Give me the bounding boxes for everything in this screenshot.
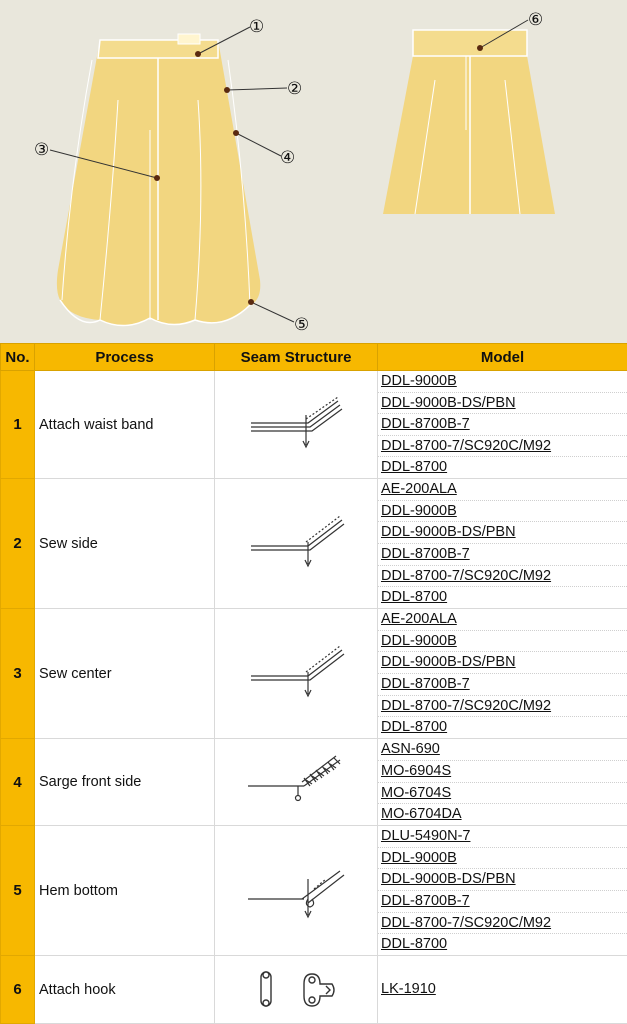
model-link[interactable]: MO-6704S: [378, 783, 627, 805]
model-link[interactable]: DDL-8700: [381, 936, 448, 953]
model-list: [378, 739, 627, 826]
process-name: Hem bottom: [35, 826, 215, 956]
model-link[interactable]: DDL-8700B-7: [378, 674, 627, 696]
model-link[interactable]: DDL-8700-7/SC920C/M92: [378, 436, 627, 458]
callout-3: ③: [34, 140, 50, 159]
model-link[interactable]: DDL-9000B-DS/PBN: [378, 522, 627, 544]
seam-structure-cell: [215, 371, 378, 479]
model-link[interactable]: DDL-8700B-7: [378, 544, 627, 566]
process-table: [0, 343, 627, 1024]
model-link[interactable]: DDL-9000B-DS/PBN: [378, 393, 627, 415]
seam-structure-cell: [215, 739, 378, 826]
table-row: [1, 479, 627, 609]
model-link[interactable]: DDL-9000B: [378, 848, 627, 870]
header-model: Model: [378, 344, 627, 371]
model-list: [378, 956, 627, 1024]
callout-2: ②: [287, 79, 303, 98]
skirt-illustration: [0, 0, 627, 343]
model-link[interactable]: DDL-8700-7/SC920C/M92: [378, 913, 627, 935]
model-link[interactable]: DDL-8700B-7: [378, 891, 627, 913]
skirt-back-image: [383, 30, 555, 214]
process-name: Attach waist band: [35, 371, 215, 479]
model-link[interactable]: LK-1910: [381, 981, 436, 998]
process-name: Sew center: [35, 609, 215, 739]
model-link[interactable]: DDL-8700B-7: [378, 414, 627, 436]
row-number: 2: [1, 479, 35, 609]
row-number: 3: [1, 609, 35, 739]
callout-4: ④: [280, 148, 296, 167]
model-list: [378, 479, 627, 609]
model-link[interactable]: DDL-8700-7/SC920C/M92: [378, 566, 627, 588]
callout-1: ①: [249, 17, 265, 36]
model-link[interactable]: DLU-5490N-7: [378, 826, 627, 848]
model-link[interactable]: ASN-690: [378, 739, 627, 761]
model-link[interactable]: MO-6704DA: [381, 806, 462, 823]
model-list: [378, 609, 627, 739]
header-process: Process: [35, 344, 215, 371]
model-link[interactable]: DDL-9000B: [378, 631, 627, 653]
process-name: Attach hook: [35, 956, 215, 1024]
waist-band-seam-icon: [246, 441, 346, 457]
model-link[interactable]: DDL-9000B-DS/PBN: [378, 652, 627, 674]
hem-seam-icon: [246, 907, 346, 923]
row-number: 4: [1, 739, 35, 826]
center-seam-icon: [246, 690, 346, 706]
row-number: 1: [1, 371, 35, 479]
side-seam-icon: [246, 560, 346, 576]
model-link[interactable]: MO-6904S: [378, 761, 627, 783]
header-seam-structure: Seam Structure: [215, 344, 378, 371]
model-link[interactable]: DDL-8700: [381, 589, 448, 606]
row-number: 5: [1, 826, 35, 956]
table-body: [1, 371, 627, 1024]
serge-seam-icon: [246, 798, 346, 814]
table-row: [1, 739, 627, 826]
table-row: [1, 371, 627, 479]
model-list: [378, 826, 627, 956]
table-header-row: [1, 344, 627, 371]
model-link[interactable]: DDL-8700: [381, 719, 448, 736]
model-link[interactable]: AE-200ALA: [378, 479, 627, 501]
model-link[interactable]: DDL-8700-7/SC920C/M92: [378, 696, 627, 718]
model-link[interactable]: AE-200ALA: [378, 609, 627, 631]
seam-structure-cell: [215, 826, 378, 956]
model-link[interactable]: DDL-9000B: [378, 501, 627, 523]
table-row: [1, 956, 627, 1024]
callout-6: ⑥: [528, 10, 544, 29]
model-link[interactable]: DDL-9000B: [378, 371, 627, 393]
table-row: [1, 826, 627, 956]
table-row: [1, 609, 627, 739]
process-name: Sew side: [35, 479, 215, 609]
process-name: Sarge front side: [35, 739, 215, 826]
seam-structure-cell: [215, 479, 378, 609]
seam-structure-cell: [215, 956, 378, 1024]
model-list: [378, 371, 627, 479]
callout-5: ⑤: [294, 315, 310, 334]
header-no: No.: [1, 344, 35, 371]
model-link[interactable]: DDL-8700: [381, 459, 448, 476]
model-link[interactable]: DDL-9000B-DS/PBN: [378, 869, 627, 891]
seam-structure-cell: [215, 609, 378, 739]
row-number: 6: [1, 956, 35, 1024]
hook-icon: [246, 1006, 346, 1022]
